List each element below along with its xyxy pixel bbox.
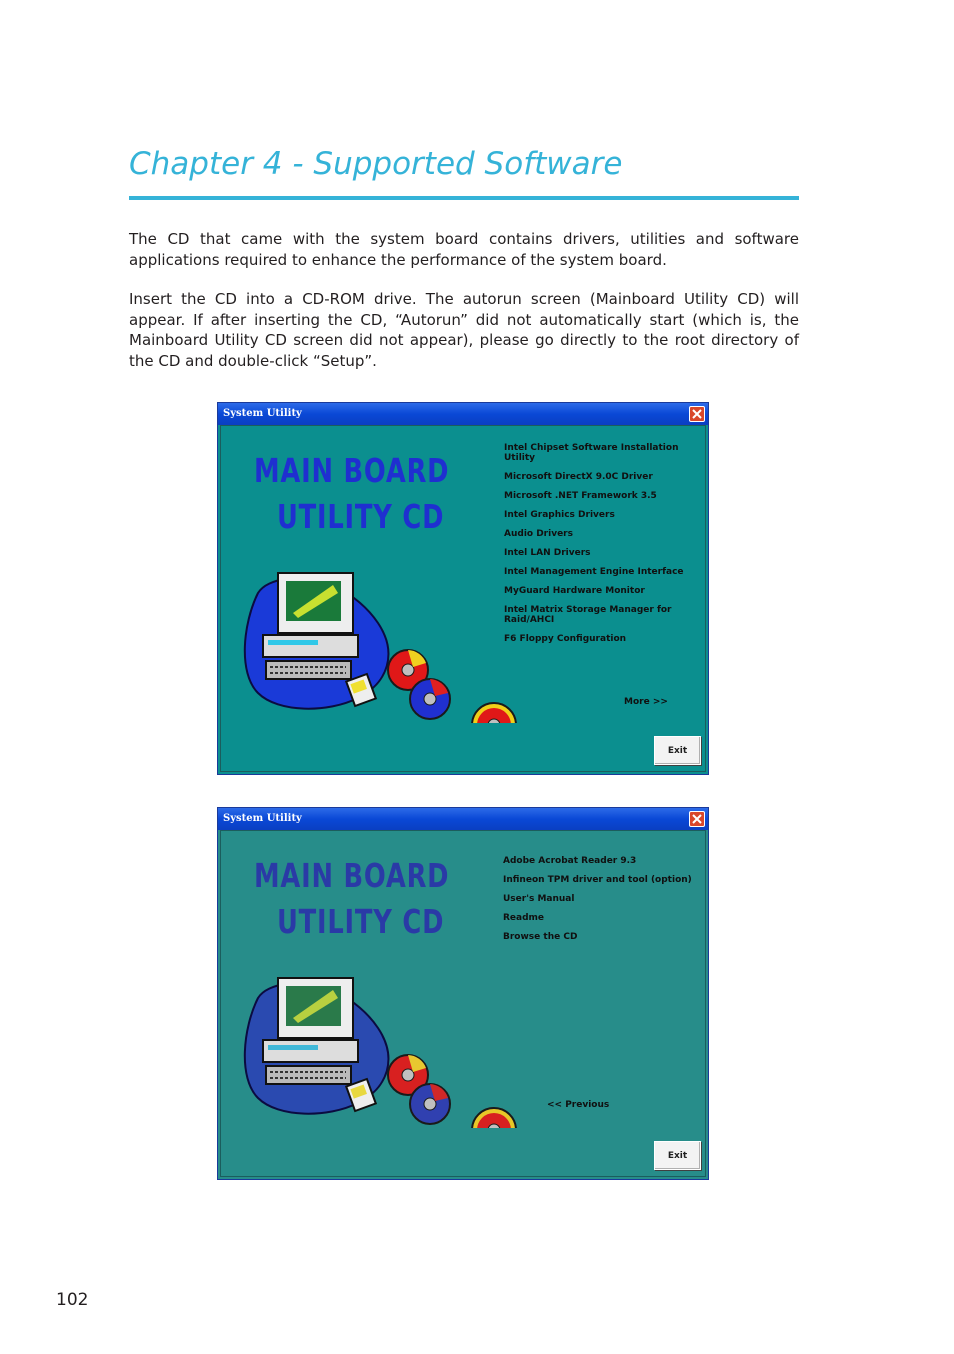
menu-item-lan[interactable]: Intel LAN Drivers (504, 548, 591, 558)
window-titlebar (218, 403, 708, 425)
exit-button[interactable]: Exit (654, 736, 701, 765)
menu-item-dotnet[interactable]: Microsoft .NET Framework 3.5 (504, 491, 657, 501)
more-link[interactable]: More >> (624, 697, 668, 707)
menu-item-graphics[interactable]: Intel Graphics Drivers (504, 510, 615, 520)
close-icon (692, 814, 702, 824)
close-icon (692, 409, 702, 419)
cd-disc-blue-icon (410, 679, 450, 719)
computer-cd-artwork (238, 563, 528, 723)
menu-item-directx[interactable]: Microsoft DirectX 9.0C Driver (504, 472, 653, 482)
intro-paragraph: The CD that came with the system board contains drivers, utilities and software applications required to enhance the performance of the system board. (129, 230, 799, 269)
menu-item-browse-cd[interactable]: Browse the CD (503, 932, 578, 942)
exit-button[interactable]: Exit (654, 1141, 701, 1170)
previous-link[interactable]: << Previous (547, 1100, 610, 1110)
page-number: 102 (56, 1290, 89, 1310)
menu-item-readme[interactable]: Readme (503, 913, 545, 923)
software-menu (503, 856, 703, 951)
brand-line-1: MAIN BOARD (254, 856, 450, 895)
window-titlebar (218, 808, 708, 830)
driver-menu (504, 443, 704, 653)
brand-line-2: UTILITY CD (277, 497, 445, 536)
menu-item-tpm[interactable]: Infineon TPM driver and tool (option) (503, 875, 692, 885)
menu-item-matrix-storage[interactable]: Intel Matrix Storage Manager for Raid/AHCI (504, 605, 672, 625)
window-title: System Utility (223, 813, 302, 824)
cd-disc-blue-icon (410, 1084, 450, 1124)
system-utility-window-2 (217, 807, 709, 1180)
close-button[interactable] (689, 811, 705, 827)
brand-line-2: UTILITY CD (277, 902, 445, 941)
menu-item-audio[interactable]: Audio Drivers (504, 529, 573, 539)
computer-cd-artwork (238, 968, 528, 1128)
menu-item-f6-floppy[interactable]: F6 Floppy Configuration (504, 634, 627, 644)
menu-item-me-interface[interactable]: Intel Management Engine Interface (504, 567, 684, 577)
chapter-title: Chapter 4 - Supported Software (129, 146, 623, 182)
instructions-paragraph: Insert the CD into a CD-ROM drive. The autorun screen (Mainboard Utility CD) will appear. If after inserting the CD, “Autorun” did not automatically start (which is, the Mainboard Utility CD screen did not appear), please go directly to the root directory of the CD and double-click “Setup”. (129, 290, 799, 371)
title-rule (129, 196, 799, 200)
menu-item-myguard[interactable]: MyGuard Hardware Monitor (504, 586, 645, 596)
menu-item-acrobat[interactable]: Adobe Acrobat Reader 9.3 (503, 856, 637, 866)
close-button[interactable] (689, 406, 705, 422)
brand-line-1: MAIN BOARD (254, 451, 450, 490)
menu-item-chipset[interactable]: Intel Chipset Software Installation Utility (504, 443, 679, 463)
window-title: System Utility (223, 408, 302, 419)
system-utility-window-1 (217, 402, 709, 775)
menu-item-users-manual[interactable]: User's Manual (503, 894, 575, 904)
cd-disc-yellow-icon (472, 703, 516, 723)
cd-disc-yellow-icon (472, 1108, 516, 1128)
